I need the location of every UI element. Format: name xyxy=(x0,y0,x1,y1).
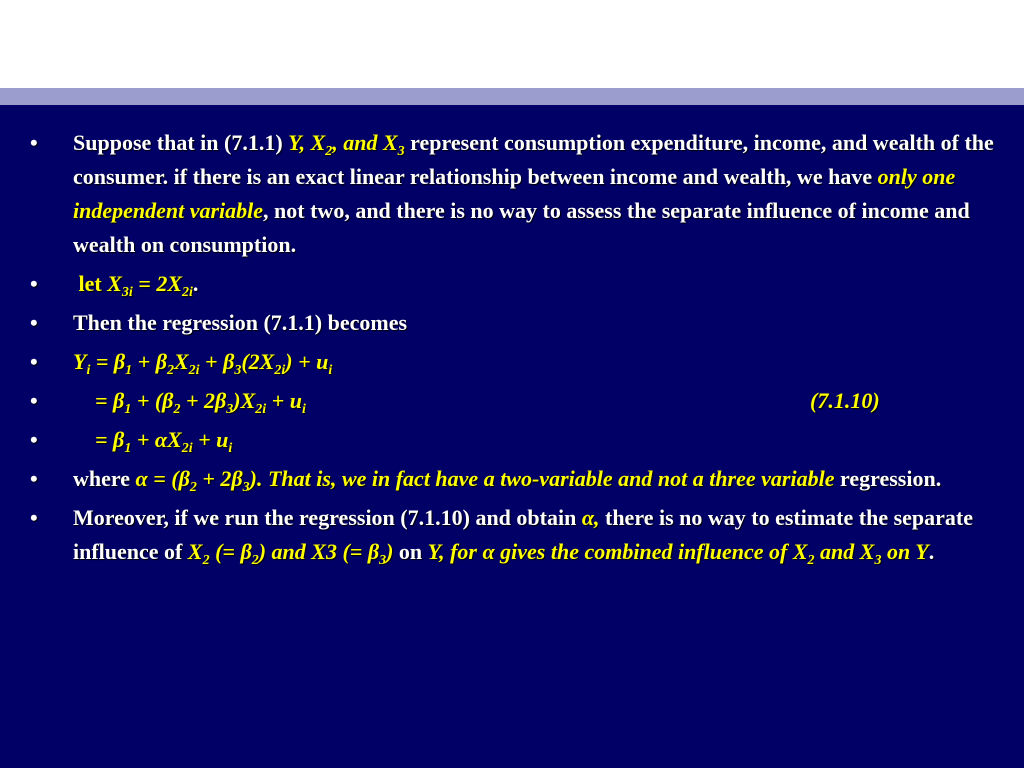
math: , and X xyxy=(332,130,398,155)
subscript: 2 xyxy=(807,553,815,568)
bullet-item-7 xyxy=(30,462,1005,496)
subscript: i xyxy=(328,363,333,378)
subscript: 2i xyxy=(255,402,267,417)
bullet-marker: • xyxy=(30,505,38,530)
emphasis: and X xyxy=(814,539,875,564)
subscript: 3 xyxy=(397,144,405,159)
bullet-marker: • xyxy=(30,427,38,452)
math: + u xyxy=(192,427,229,452)
subscript: 3i xyxy=(121,285,133,300)
bullet-marker: • xyxy=(30,310,38,335)
emphasis: only one independent variable xyxy=(73,164,956,223)
text: Moreover, if we run the regression (7.1.10) and obtain xyxy=(73,505,582,530)
text: . xyxy=(928,539,935,564)
math: + u xyxy=(266,388,302,413)
subscript: 2i xyxy=(188,363,200,378)
subscript: 2 xyxy=(166,363,174,378)
bullet-marker: • xyxy=(30,130,38,155)
bullet-marker: • xyxy=(30,271,38,296)
bullet-marker: • xyxy=(30,349,38,374)
bullet-marker: • xyxy=(30,388,38,413)
equation-number: (7.1.10) xyxy=(810,388,880,413)
bullet-item-6 xyxy=(30,423,1005,457)
text: . xyxy=(192,271,199,296)
math: Y xyxy=(73,349,87,374)
math: )X xyxy=(233,388,256,413)
subscript: 3 xyxy=(242,480,250,495)
subscript: i xyxy=(301,402,306,417)
subscript: 2 xyxy=(189,480,197,495)
bullet-item-3 xyxy=(30,306,1005,340)
text: , not two, and there is no way to assess the separate influence of income and wealth on consumption. xyxy=(73,198,970,257)
math: = β xyxy=(73,388,125,413)
text: regression. xyxy=(834,466,942,491)
text: on xyxy=(393,539,428,564)
bullet-item-5 xyxy=(30,384,1005,418)
math: ) xyxy=(386,539,394,564)
math: (2X xyxy=(241,349,275,374)
bullet-item-8 xyxy=(30,501,1005,569)
math: Y, X xyxy=(288,130,326,155)
subscript: 2i xyxy=(181,441,193,456)
math: = 2X xyxy=(132,271,182,296)
math: + 2β xyxy=(180,388,227,413)
text: represent consumption expenditure, income, and wealth of the consumer. if there is an exact linear relationship between income and wealth, we have xyxy=(73,130,994,189)
math: X xyxy=(173,349,189,374)
text: let xyxy=(73,271,108,296)
math: + αX xyxy=(131,427,182,452)
text: Then the regression (7.1.1) becomes xyxy=(73,310,408,335)
emphasis: on Y xyxy=(881,539,929,564)
bullet-list xyxy=(30,126,1005,574)
math: α, xyxy=(581,505,600,530)
subscript: 2i xyxy=(182,285,193,300)
subscript: 1 xyxy=(124,402,132,417)
subscript: 2 xyxy=(325,144,333,159)
text: there is no way to estimate the separate influence of xyxy=(73,505,974,564)
math: α = (β xyxy=(135,466,190,491)
subscript: 3 xyxy=(874,553,882,568)
bullet-item-1 xyxy=(30,126,1005,262)
text: where xyxy=(73,466,136,491)
math: + β xyxy=(132,349,167,374)
header-stripe xyxy=(0,88,1024,105)
subscript: 3 xyxy=(234,363,242,378)
subscript: 1 xyxy=(125,363,133,378)
math: ) + u xyxy=(285,349,329,374)
bullet-item-4 xyxy=(30,345,1005,379)
math: X xyxy=(187,539,203,564)
emphasis: Y, for α gives the combined influence of X xyxy=(427,539,808,564)
math: + (β xyxy=(131,388,174,413)
math: = β xyxy=(90,349,126,374)
subscript: 2 xyxy=(202,553,210,568)
slide-top-area xyxy=(0,0,1024,88)
subscript: i xyxy=(228,441,233,456)
math: (= β xyxy=(209,539,252,564)
subscript: 2i xyxy=(274,363,286,378)
subscript: 2 xyxy=(173,402,181,417)
subscript: 1 xyxy=(124,441,132,456)
math: X xyxy=(107,271,122,296)
math: = β xyxy=(73,427,125,452)
bullet-item-2 xyxy=(30,267,1005,301)
math: ) and X3 (= β xyxy=(258,539,380,564)
subscript: 3 xyxy=(226,402,234,417)
text: Suppose that in (7.1.1) xyxy=(73,130,289,155)
math: + 2β xyxy=(196,466,243,491)
subscript: i xyxy=(86,363,91,378)
bullet-marker: • xyxy=(30,466,38,491)
subscript: 3 xyxy=(379,553,387,568)
math: + β xyxy=(199,349,235,374)
subscript: 2 xyxy=(251,553,259,568)
emphasis: ). That is, we in fact have a two-variable and not a three variable xyxy=(249,466,835,491)
